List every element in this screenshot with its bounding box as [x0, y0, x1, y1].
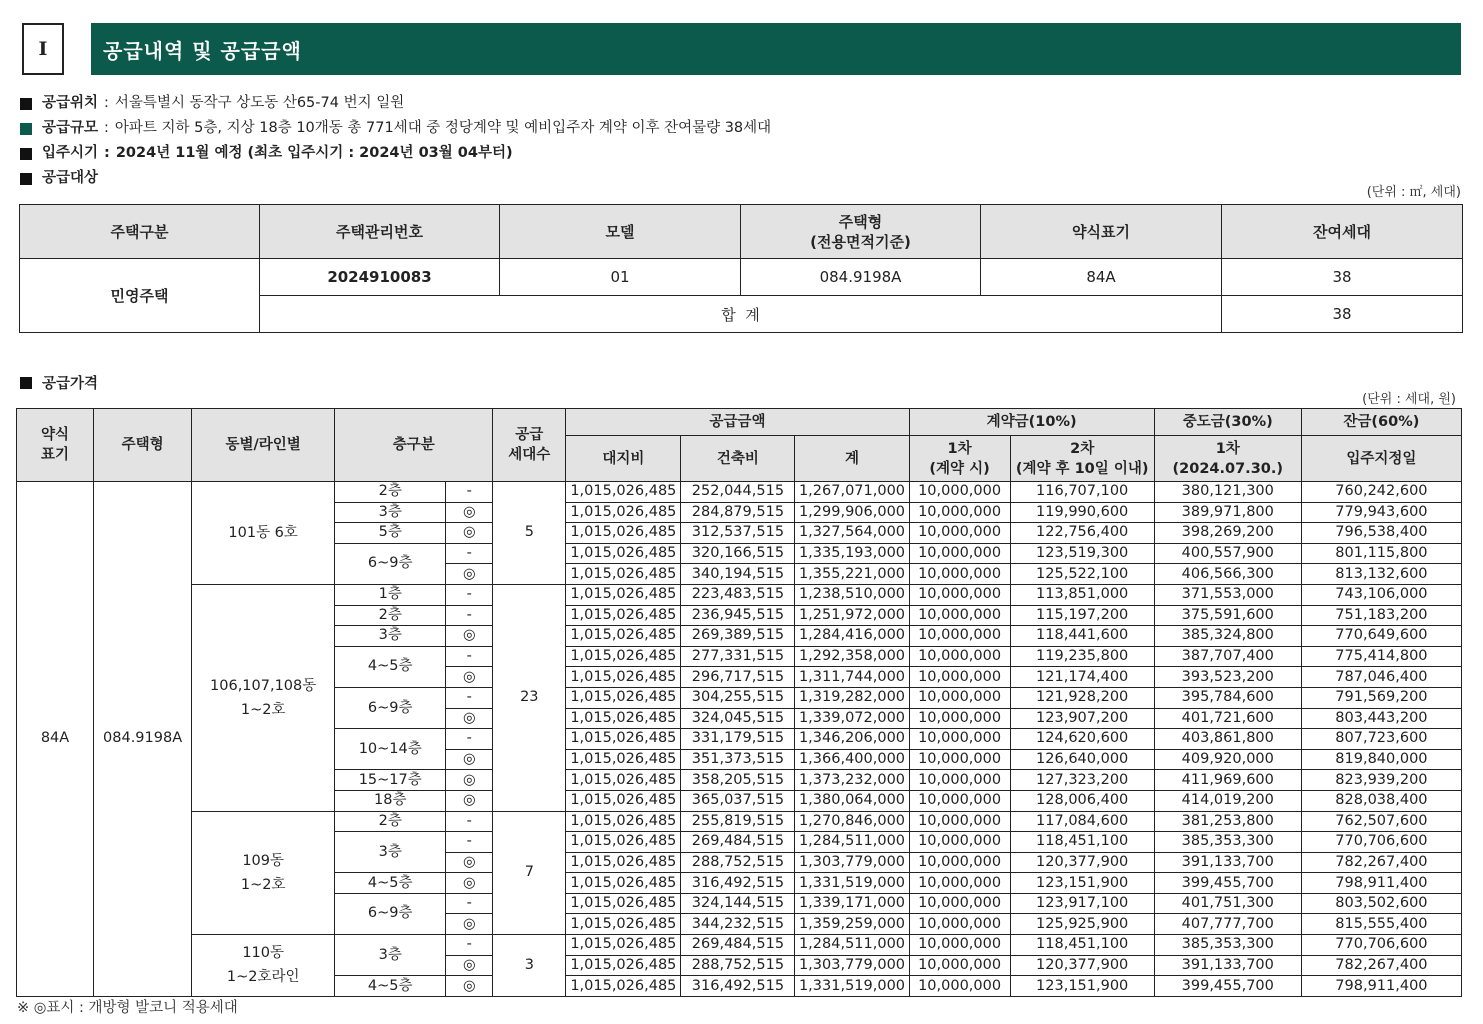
middle-payment-cell: 407,777,700 [1154, 914, 1301, 935]
price-table-body [17, 482, 1462, 997]
middle-payment-cell: 399,455,700 [1154, 873, 1301, 894]
deposit-1-cell: 10,000,000 [909, 605, 1010, 626]
deposit-2-cell: 128,006,400 [1010, 790, 1154, 811]
households-cell: 23 [493, 584, 566, 811]
balcony-mark-cell: ◎ [446, 914, 493, 935]
table-row [20, 259, 1463, 296]
table-row [17, 482, 1462, 503]
col-header-dong: 동별/라인별 [192, 409, 335, 482]
col-header-short: 약식 표기 [17, 409, 94, 482]
total-price-cell: 1,303,779,000 [795, 852, 909, 873]
balcony-mark-cell: ◎ [446, 626, 493, 647]
land-cost-cell: 1,015,026,485 [566, 687, 681, 708]
col-header: 주택형 (전용면적기준) [741, 205, 981, 259]
balcony-mark-cell: ◎ [446, 564, 493, 585]
balcony-mark-cell: ◎ [446, 790, 493, 811]
col-header: 모델 [500, 205, 741, 259]
floor-cell: 3층 [335, 935, 446, 976]
table-header-row [20, 205, 1463, 259]
balance-cell: 787,046,400 [1301, 667, 1461, 688]
short-code-cell: 84A [981, 259, 1222, 296]
info-label: 공급규모 [42, 120, 99, 136]
deposit-2-cell: 119,235,800 [1010, 646, 1154, 667]
balance-cell: 791,569,200 [1301, 687, 1461, 708]
balance-cell: 779,943,600 [1301, 502, 1461, 523]
balance-cell: 770,706,600 [1301, 832, 1461, 853]
total-price-cell: 1,339,171,000 [795, 893, 909, 914]
deposit-1-cell: 10,000,000 [909, 811, 1010, 832]
balcony-mark-cell: - [446, 584, 493, 605]
total-price-cell: 1,270,846,000 [795, 811, 909, 832]
section-number-box [22, 23, 64, 75]
remaining-cell: 38 [1222, 259, 1463, 296]
land-cost-cell: 1,015,026,485 [566, 790, 681, 811]
land-cost-cell: 1,015,026,485 [566, 502, 681, 523]
land-cost-cell: 1,015,026,485 [566, 708, 681, 729]
land-cost-cell: 1,015,026,485 [566, 935, 681, 956]
deposit-2-cell: 119,990,600 [1010, 502, 1154, 523]
land-cost-cell: 1,015,026,485 [566, 523, 681, 544]
middle-payment-cell: 401,721,600 [1154, 708, 1301, 729]
page-title-bar [91, 23, 1461, 75]
balcony-mark-cell: ◎ [446, 955, 493, 976]
land-cost-cell: 1,015,026,485 [566, 729, 681, 750]
floor-cell: 3층 [335, 626, 446, 647]
building-cost-cell: 316,492,515 [681, 873, 795, 894]
deposit-2-cell: 113,851,000 [1010, 584, 1154, 605]
deposit-2-cell: 118,451,100 [1010, 935, 1154, 956]
total-price-cell: 1,380,064,000 [795, 790, 909, 811]
middle-payment-cell: 385,353,300 [1154, 935, 1301, 956]
building-cost-cell: 324,144,515 [681, 893, 795, 914]
land-cost-cell: 1,015,026,485 [566, 914, 681, 935]
deposit-1-cell: 10,000,000 [909, 502, 1010, 523]
building-cost-cell: 236,945,515 [681, 605, 795, 626]
dong-cell: 109동 1~2호 [192, 811, 335, 935]
land-cost-cell: 1,015,026,485 [566, 543, 681, 564]
info-label: 입주시기 [42, 145, 99, 161]
total-label-cell: 합 계 [260, 296, 1222, 333]
balcony-mark-cell: - [446, 729, 493, 750]
land-cost-cell: 1,015,026,485 [566, 584, 681, 605]
target-unit-note: (단위 : ㎡, 세대) [1366, 185, 1461, 200]
balance-cell: 803,502,600 [1301, 893, 1461, 914]
balance-cell: 775,414,800 [1301, 646, 1461, 667]
building-cost-cell: 252,044,515 [681, 482, 795, 503]
deposit-2-cell: 120,377,900 [1010, 955, 1154, 976]
total-price-cell: 1,335,193,000 [795, 543, 909, 564]
total-price-cell: 1,238,510,000 [795, 584, 909, 605]
unit-type-cell: 084.9198A [741, 259, 981, 296]
table-row [17, 584, 1462, 605]
balance-cell: 823,939,200 [1301, 770, 1461, 791]
col-header-middle: 중도금(30%) [1154, 409, 1301, 436]
land-cost-cell: 1,015,026,485 [566, 811, 681, 832]
footnote: ※ ◎표시 : 개방형 발코니 적용세대 [17, 1000, 238, 1016]
land-cost-cell: 1,015,026,485 [566, 749, 681, 770]
floor-cell: 15~17층 [335, 770, 446, 791]
middle-payment-cell: 414,019,200 [1154, 790, 1301, 811]
supply-info-list [20, 91, 771, 191]
building-cost-cell: 365,037,515 [681, 790, 795, 811]
total-price-cell: 1,319,282,000 [795, 687, 909, 708]
price-section-label: 공급가격 [42, 376, 99, 392]
total-price-cell: 1,284,416,000 [795, 626, 909, 647]
deposit-2-cell: 121,174,400 [1010, 667, 1154, 688]
short-code-cell: 84A [17, 482, 94, 997]
building-cost-cell: 277,331,515 [681, 646, 795, 667]
balance-cell: 743,106,000 [1301, 584, 1461, 605]
col-header-deposit: 계약금(10%) [909, 409, 1154, 436]
balance-cell: 762,507,600 [1301, 811, 1461, 832]
land-cost-cell: 1,015,026,485 [566, 852, 681, 873]
col-header-type: 주택형 [94, 409, 192, 482]
balcony-mark-cell: - [446, 832, 493, 853]
balance-cell: 760,242,600 [1301, 482, 1461, 503]
middle-payment-cell: 371,553,000 [1154, 584, 1301, 605]
total-price-cell: 1,373,232,000 [795, 770, 909, 791]
unit-type-cell: 084.9198A [94, 482, 192, 997]
col-header: 약식표기 [981, 205, 1222, 259]
col-header: 주택구분 [20, 205, 260, 259]
middle-payment-cell: 411,969,600 [1154, 770, 1301, 791]
middle-payment-cell: 395,784,600 [1154, 687, 1301, 708]
balance-cell: 770,649,600 [1301, 626, 1461, 647]
total-price-cell: 1,346,206,000 [795, 729, 909, 750]
bullet-square-icon [20, 123, 32, 135]
col-header-deposit-1: 1차 (계약 시) [909, 436, 1010, 482]
deposit-1-cell: 10,000,000 [909, 646, 1010, 667]
middle-payment-cell: 393,523,200 [1154, 667, 1301, 688]
building-cost-cell: 344,232,515 [681, 914, 795, 935]
balcony-mark-cell: - [446, 893, 493, 914]
deposit-1-cell: 10,000,000 [909, 873, 1010, 894]
building-cost-cell: 269,389,515 [681, 626, 795, 647]
deposit-1-cell: 10,000,000 [909, 770, 1010, 791]
col-header-deposit-2: 2차 (계약 후 10일 이내) [1010, 436, 1154, 482]
deposit-1-cell: 10,000,000 [909, 893, 1010, 914]
middle-payment-cell: 399,455,700 [1154, 976, 1301, 997]
col-header-land: 대지비 [566, 436, 681, 482]
balance-cell: 796,538,400 [1301, 523, 1461, 544]
building-cost-cell: 304,255,515 [681, 687, 795, 708]
floor-cell: 6~9층 [335, 893, 446, 934]
deposit-2-cell: 125,522,100 [1010, 564, 1154, 585]
info-location: 공급위치 : 서울특별시 동작구 상도동 산65-74 번지 일원 [20, 91, 771, 116]
floor-cell: 18층 [335, 790, 446, 811]
deposit-2-cell: 123,907,200 [1010, 708, 1154, 729]
total-price-cell: 1,359,259,000 [795, 914, 909, 935]
bullet-square-icon [20, 98, 32, 110]
balcony-mark-cell: ◎ [446, 976, 493, 997]
deposit-1-cell: 10,000,000 [909, 914, 1010, 935]
balcony-mark-cell: - [446, 543, 493, 564]
deposit-2-cell: 124,620,600 [1010, 729, 1154, 750]
middle-payment-cell: 403,861,800 [1154, 729, 1301, 750]
floor-cell: 2층 [335, 605, 446, 626]
building-cost-cell: 324,045,515 [681, 708, 795, 729]
building-cost-cell: 351,373,515 [681, 749, 795, 770]
deposit-2-cell: 123,151,900 [1010, 873, 1154, 894]
col-header: 잔여세대 [1222, 205, 1463, 259]
deposit-1-cell: 10,000,000 [909, 626, 1010, 647]
info-label: 공급대상 [42, 170, 99, 186]
col-header-balance: 잔금(60%) [1301, 409, 1461, 436]
total-value-cell: 38 [1222, 296, 1463, 333]
deposit-1-cell: 10,000,000 [909, 543, 1010, 564]
households-cell: 3 [493, 935, 566, 997]
supply-price-table [16, 408, 1462, 997]
dong-cell: 110동 1~2호라인 [192, 935, 335, 997]
price-unit-note: (단위 : 세대, 원) [1362, 392, 1456, 407]
total-price-cell: 1,355,221,000 [795, 564, 909, 585]
balance-cell: 813,132,600 [1301, 564, 1461, 585]
info-label: 공급위치 [42, 95, 99, 111]
floor-cell: 2층 [335, 482, 446, 503]
info-movein: 입주시기 : 2024년 11월 예정 (최초 입주시기 : 2024년 03월 04부터) [20, 141, 771, 166]
info-scale: 공급규모 : 아파트 지하 5층, 지상 18층 10개동 총 771세대 중 정당계약 및 예비입주자 계약 이후 잔여물량 38세대 [20, 116, 771, 141]
deposit-2-cell: 118,451,100 [1010, 832, 1154, 853]
floor-cell: 6~9층 [335, 543, 446, 584]
balcony-mark-cell: ◎ [446, 667, 493, 688]
deposit-1-cell: 10,000,000 [909, 852, 1010, 873]
total-price-cell: 1,331,519,000 [795, 976, 909, 997]
table-row [17, 811, 1462, 832]
deposit-1-cell: 10,000,000 [909, 976, 1010, 997]
building-cost-cell: 269,484,515 [681, 832, 795, 853]
building-cost-cell: 223,483,515 [681, 584, 795, 605]
deposit-1-cell: 10,000,000 [909, 667, 1010, 688]
building-cost-cell: 269,484,515 [681, 935, 795, 956]
balance-cell: 801,115,800 [1301, 543, 1461, 564]
balcony-mark-cell: - [446, 646, 493, 667]
management-number-cell: 2024910083 [260, 259, 500, 296]
land-cost-cell: 1,015,026,485 [566, 646, 681, 667]
floor-cell: 3층 [335, 832, 446, 873]
floor-cell: 10~14층 [335, 729, 446, 770]
balance-cell: 803,443,200 [1301, 708, 1461, 729]
balance-cell: 798,911,400 [1301, 873, 1461, 894]
total-price-cell: 1,267,071,000 [795, 482, 909, 503]
total-price-cell: 1,339,072,000 [795, 708, 909, 729]
deposit-2-cell: 125,925,900 [1010, 914, 1154, 935]
building-cost-cell: 312,537,515 [681, 523, 795, 544]
middle-payment-cell: 391,133,700 [1154, 955, 1301, 976]
deposit-2-cell: 115,197,200 [1010, 605, 1154, 626]
balcony-mark-cell: ◎ [446, 749, 493, 770]
balance-cell: 770,706,600 [1301, 935, 1461, 956]
total-price-cell: 1,284,511,000 [795, 832, 909, 853]
col-header-movein: 입주지정일 [1301, 436, 1461, 482]
land-cost-cell: 1,015,026,485 [566, 564, 681, 585]
deposit-1-cell: 10,000,000 [909, 687, 1010, 708]
deposit-2-cell: 123,151,900 [1010, 976, 1154, 997]
balance-cell: 807,723,600 [1301, 729, 1461, 750]
total-price-cell: 1,311,744,000 [795, 667, 909, 688]
bullet-square-icon [20, 173, 32, 185]
bullet-square-icon [20, 148, 32, 160]
info-value: 서울특별시 동작구 상도동 산65-74 번지 일원 [114, 95, 405, 111]
total-price-cell: 1,292,358,000 [795, 646, 909, 667]
floor-cell: 4~5층 [335, 873, 446, 894]
households-cell: 5 [493, 482, 566, 585]
floor-cell: 6~9층 [335, 687, 446, 728]
middle-payment-cell: 380,121,300 [1154, 482, 1301, 503]
building-cost-cell: 296,717,515 [681, 667, 795, 688]
table-header-row [17, 409, 1462, 436]
table-row [17, 935, 1462, 956]
dong-cell: 101동 6호 [192, 482, 335, 585]
land-cost-cell: 1,015,026,485 [566, 873, 681, 894]
floor-cell: 1층 [335, 584, 446, 605]
deposit-2-cell: 127,323,200 [1010, 770, 1154, 791]
price-section-heading [20, 370, 98, 392]
col-header-floor: 층구분 [335, 409, 493, 482]
deposit-1-cell: 10,000,000 [909, 955, 1010, 976]
building-cost-cell: 316,492,515 [681, 976, 795, 997]
floor-cell: 2층 [335, 811, 446, 832]
building-cost-cell: 288,752,515 [681, 955, 795, 976]
middle-payment-cell: 381,253,800 [1154, 811, 1301, 832]
building-cost-cell: 331,179,515 [681, 729, 795, 750]
deposit-2-cell: 117,084,600 [1010, 811, 1154, 832]
balance-cell: 782,267,400 [1301, 852, 1461, 873]
total-price-cell: 1,251,972,000 [795, 605, 909, 626]
land-cost-cell: 1,015,026,485 [566, 832, 681, 853]
middle-payment-cell: 385,324,800 [1154, 626, 1301, 647]
balance-cell: 751,183,200 [1301, 605, 1461, 626]
building-cost-cell: 320,166,515 [681, 543, 795, 564]
dong-cell: 106,107,108동 1~2호 [192, 584, 335, 811]
balance-cell: 819,840,000 [1301, 749, 1461, 770]
balcony-mark-cell: ◎ [446, 708, 493, 729]
balcony-mark-cell: ◎ [446, 770, 493, 791]
balcony-mark-cell: - [446, 482, 493, 503]
deposit-2-cell: 116,707,100 [1010, 482, 1154, 503]
section-number: I [38, 38, 48, 60]
deposit-1-cell: 10,000,000 [909, 708, 1010, 729]
model-cell: 01 [500, 259, 741, 296]
middle-payment-cell: 385,353,300 [1154, 832, 1301, 853]
middle-payment-cell: 387,707,400 [1154, 646, 1301, 667]
balcony-mark-cell: - [446, 935, 493, 956]
balcony-mark-cell: ◎ [446, 852, 493, 873]
deposit-1-cell: 10,000,000 [909, 749, 1010, 770]
middle-payment-cell: 406,566,300 [1154, 564, 1301, 585]
balcony-mark-cell: - [446, 605, 493, 626]
balcony-mark-cell: ◎ [446, 873, 493, 894]
land-cost-cell: 1,015,026,485 [566, 605, 681, 626]
balcony-mark-cell: - [446, 687, 493, 708]
deposit-2-cell: 123,519,300 [1010, 543, 1154, 564]
land-cost-cell: 1,015,026,485 [566, 893, 681, 914]
land-cost-cell: 1,015,026,485 [566, 626, 681, 647]
col-header-total: 계 [795, 436, 909, 482]
balance-cell: 782,267,400 [1301, 955, 1461, 976]
middle-payment-cell: 401,751,300 [1154, 893, 1301, 914]
page-title: 공급내역 및 공급금액 [103, 38, 302, 63]
balcony-mark-cell: - [446, 811, 493, 832]
housing-type-cell: 민영주택 [20, 259, 260, 333]
balance-cell: 828,038,400 [1301, 790, 1461, 811]
floor-cell: 3층 [335, 502, 446, 523]
col-header: 주택관리번호 [260, 205, 500, 259]
total-price-cell: 1,299,906,000 [795, 502, 909, 523]
middle-payment-cell: 400,557,900 [1154, 543, 1301, 564]
middle-payment-cell: 398,269,200 [1154, 523, 1301, 544]
middle-payment-cell: 409,920,000 [1154, 749, 1301, 770]
total-price-cell: 1,331,519,000 [795, 873, 909, 894]
land-cost-cell: 1,015,026,485 [566, 482, 681, 503]
deposit-1-cell: 10,000,000 [909, 482, 1010, 503]
total-price-cell: 1,366,400,000 [795, 749, 909, 770]
deposit-2-cell: 121,928,200 [1010, 687, 1154, 708]
total-price-cell: 1,327,564,000 [795, 523, 909, 544]
deposit-1-cell: 10,000,000 [909, 523, 1010, 544]
info-value: 아파트 지하 5층, 지상 18층 10개동 총 771세대 중 정당계약 및 예비입주자 계약 이후 잔여물량 38세대 [114, 120, 772, 136]
floor-cell: 5층 [335, 523, 446, 544]
deposit-2-cell: 122,756,400 [1010, 523, 1154, 544]
middle-payment-cell: 375,591,600 [1154, 605, 1301, 626]
balcony-mark-cell: ◎ [446, 502, 493, 523]
middle-payment-cell: 391,133,700 [1154, 852, 1301, 873]
building-cost-cell: 255,819,515 [681, 811, 795, 832]
total-price-cell: 1,284,511,000 [795, 935, 909, 956]
deposit-2-cell: 126,640,000 [1010, 749, 1154, 770]
deposit-2-cell: 118,441,600 [1010, 626, 1154, 647]
col-header-middle-1: 1차 (2024.07.30.) [1154, 436, 1301, 482]
col-header-supply-amount: 공급금액 [566, 409, 909, 436]
bullet-square-icon [20, 377, 32, 389]
balance-cell: 815,555,400 [1301, 914, 1461, 935]
info-value: 2024년 11월 예정 (최초 입주시기 : 2024년 03월 04부터) [115, 145, 513, 161]
floor-cell: 4~5층 [335, 976, 446, 997]
building-cost-cell: 284,879,515 [681, 502, 795, 523]
total-price-cell: 1,303,779,000 [795, 955, 909, 976]
deposit-1-cell: 10,000,000 [909, 564, 1010, 585]
deposit-2-cell: 123,917,100 [1010, 893, 1154, 914]
col-header-building: 건축비 [681, 436, 795, 482]
building-cost-cell: 340,194,515 [681, 564, 795, 585]
land-cost-cell: 1,015,026,485 [566, 976, 681, 997]
supply-target-table [19, 204, 1463, 333]
info-target [20, 166, 771, 191]
deposit-1-cell: 10,000,000 [909, 832, 1010, 853]
building-cost-cell: 288,752,515 [681, 852, 795, 873]
deposit-1-cell: 10,000,000 [909, 935, 1010, 956]
households-cell: 7 [493, 811, 566, 935]
deposit-2-cell: 120,377,900 [1010, 852, 1154, 873]
deposit-1-cell: 10,000,000 [909, 584, 1010, 605]
col-header-households: 공급 세대수 [493, 409, 566, 482]
balcony-mark-cell: ◎ [446, 523, 493, 544]
building-cost-cell: 358,205,515 [681, 770, 795, 791]
land-cost-cell: 1,015,026,485 [566, 667, 681, 688]
floor-cell: 4~5층 [335, 646, 446, 687]
land-cost-cell: 1,015,026,485 [566, 955, 681, 976]
deposit-1-cell: 10,000,000 [909, 729, 1010, 750]
balance-cell: 798,911,400 [1301, 976, 1461, 997]
land-cost-cell: 1,015,026,485 [566, 770, 681, 791]
middle-payment-cell: 389,971,800 [1154, 502, 1301, 523]
deposit-1-cell: 10,000,000 [909, 790, 1010, 811]
